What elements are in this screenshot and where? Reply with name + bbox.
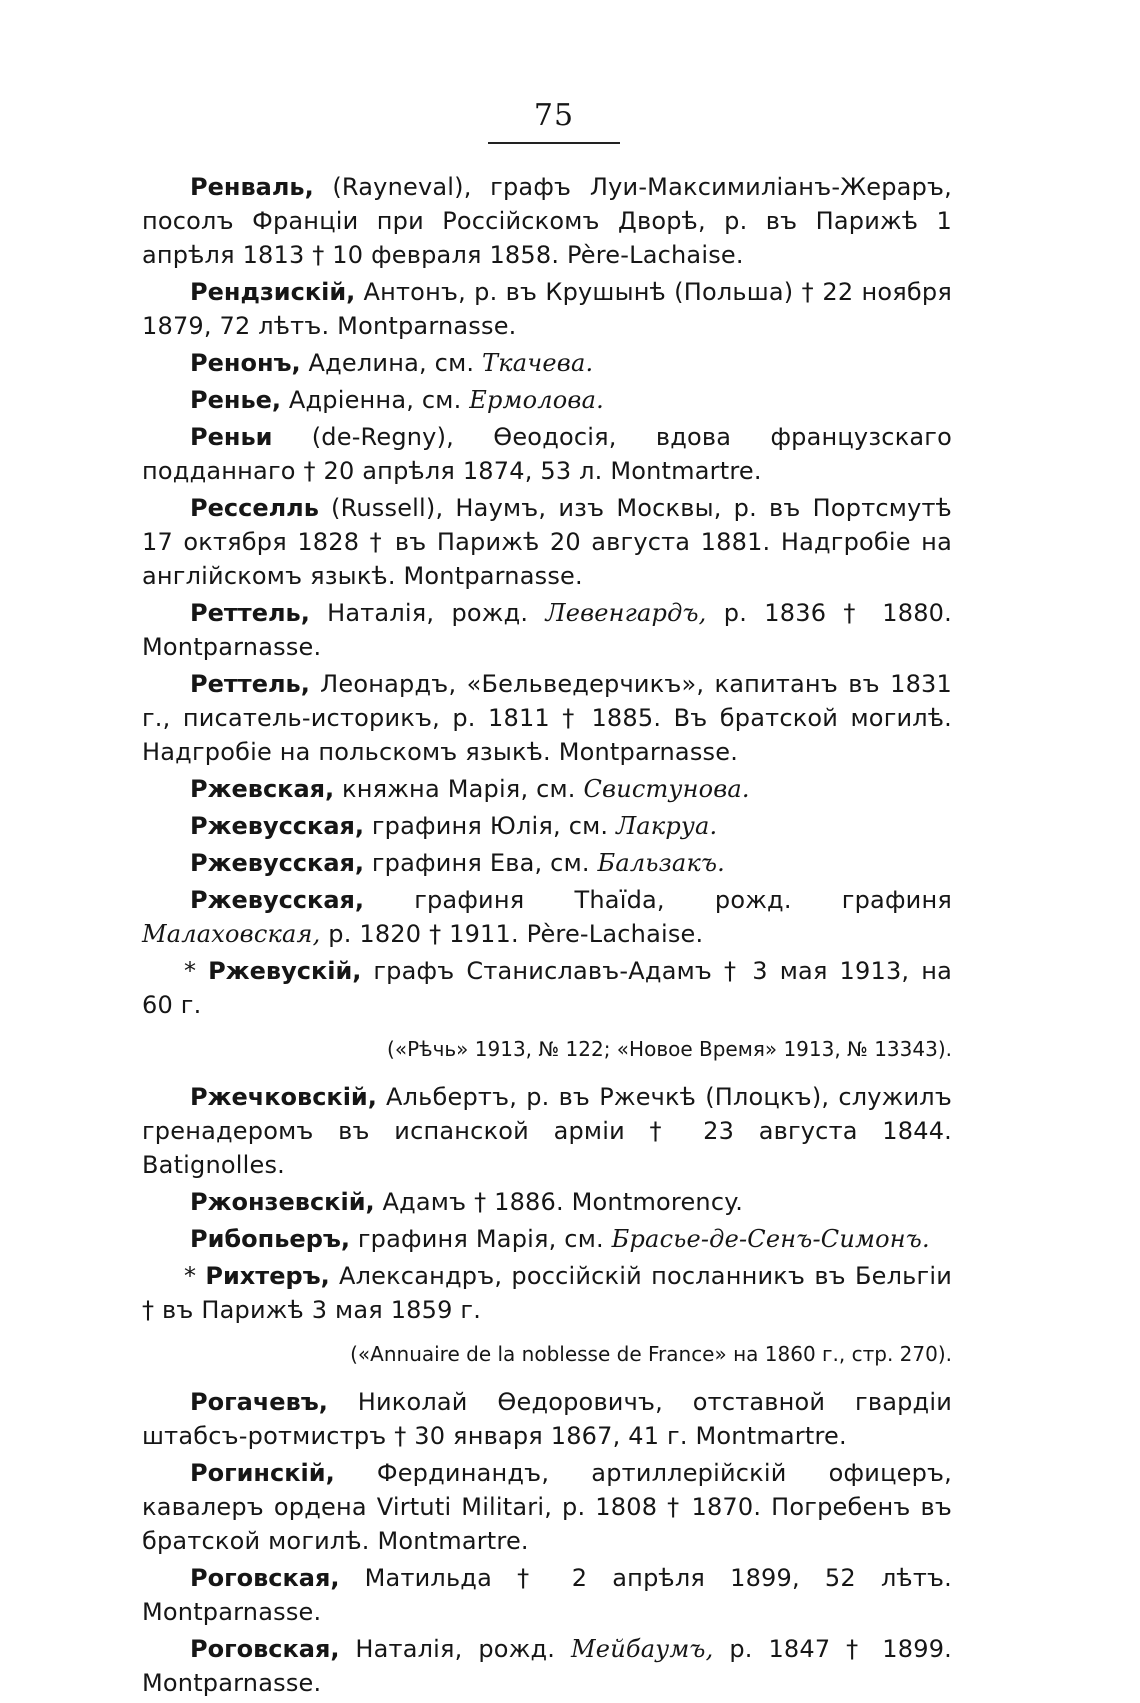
entry-headword: Рогачевъ, — [190, 1388, 328, 1416]
entry-headword: Реттель, — [190, 670, 310, 698]
entry-headword: Ржевская, — [190, 775, 335, 803]
entry-text: Наталія, рожд. — [309, 599, 546, 627]
entry-text: графиня Марія, см. — [350, 1225, 612, 1253]
entry — [142, 954, 952, 1022]
entry-headword: Рихтеръ, — [205, 1262, 330, 1290]
entry — [142, 1456, 952, 1558]
entry-text-tail: р. 1820 † 1911. Père-Lachaise. — [320, 920, 704, 948]
entry-crossref: Свистунова. — [583, 775, 750, 803]
entry-text-tail: р. 1836 † 1880. Montparnasse. — [142, 599, 952, 661]
entry-headword: Ржевусская, — [190, 849, 365, 877]
entry — [142, 383, 952, 417]
entry-text: Адамъ † 1886. Montmorency. — [374, 1188, 744, 1216]
entry-text: (Rayneval), графъ Луи-Максимиліанъ-Жераръ, посолъ Франціи при Россійскомъ Дворѣ, р. въ Парижѣ 1 апрѣля 1813 † 10 февраля 1858. Père-Lachaise. — [142, 173, 952, 269]
entry — [142, 1222, 952, 1256]
entry — [142, 1561, 952, 1629]
entry-headword: Ржевусская, — [190, 886, 365, 914]
entry-headword: Рогинскій, — [190, 1459, 335, 1487]
entry — [142, 809, 952, 843]
entry-headword: Рибопьеръ, — [190, 1225, 351, 1253]
entry-headword: Реньи — [190, 423, 273, 451]
entry-crossref: Брасье-де-Сенъ-Симонъ. — [611, 1225, 930, 1253]
entry-crossref: Ермолова. — [469, 386, 604, 414]
entry-text: Аделина, см. — [300, 349, 483, 377]
entry-text: Наталія, рожд. — [339, 1635, 572, 1663]
entry-headword: Ржевускій, — [208, 957, 362, 985]
entry-crossref: Ткачева. — [482, 349, 594, 377]
entry-headword: Ренье, — [190, 386, 282, 414]
entry-text: Адріенна, см. — [281, 386, 470, 414]
entry — [142, 491, 952, 593]
entry-text: Леонардъ, «Бельведерчикъ», капитанъ въ 1831 г., писатель-историкъ, р. 1811 † 1885. Въ братской могилѣ. Надгробіе на польскомъ языкѣ. Montparnasse. — [142, 670, 952, 766]
entry-headword: Ржечковскій, — [190, 1083, 377, 1111]
entry — [142, 275, 952, 343]
entry-text: графиня Юлія, см. — [364, 812, 617, 840]
entry-headword: Реттель, — [190, 599, 310, 627]
entry — [142, 1385, 952, 1453]
entry-star: * — [184, 957, 209, 985]
entry-crossref: Мейбаумъ, — [571, 1635, 714, 1663]
entry-crossref: Малаховская, — [142, 920, 321, 948]
entry-headword: Рендзискій, — [190, 278, 356, 306]
page-number-rule — [488, 142, 620, 144]
entry-text-tail: р. 1847 † 1899. Montparnasse. — [142, 1635, 952, 1697]
entry — [142, 772, 952, 806]
entry — [142, 596, 952, 664]
entry-text: графъ Станиславъ-Адамъ † 3 мая 1913, на 60 г. — [142, 957, 952, 1019]
entry-text: графиня Ева, см. — [364, 849, 598, 877]
entry-headword: Ржонзевскій, — [190, 1188, 375, 1216]
entry — [142, 1259, 952, 1327]
entry-text: (de-Regny), Өеодосія, вдова французскаго подданнаго † 20 апрѣля 1874, 53 л. Montmartre. — [142, 423, 952, 485]
entry — [142, 420, 952, 488]
entry-headword: Ресселль — [190, 494, 319, 522]
entry — [142, 170, 952, 272]
entry-text: княжна Марія, см. — [334, 775, 584, 803]
entry-crossref: Левенгардъ, — [545, 599, 707, 627]
entry-text: Николай Өедоровичъ, отставной гвардіи штабсъ-ротмистръ † 30 января 1867, 41 г. Montmartre. — [142, 1388, 952, 1450]
entry-source-citation: («Annuaire de la noblesse de France» на 1860 г., стр. 270). — [350, 1342, 952, 1366]
entry-text: Альбертъ, р. въ Ржечкѣ (Плоцкъ), служилъ гренадеромъ въ испанской арміи † 23 августа 1844. Batignolles. — [142, 1083, 952, 1179]
entry-text: графиня Thaïda, рожд. графиня — [364, 886, 952, 914]
entry — [142, 1185, 952, 1219]
entry-star: * — [184, 1262, 206, 1290]
entry-text: Антонъ, р. въ Крушынѣ (Польша) † 22 ноября 1879, 72 лѣтъ. Montparnasse. — [142, 278, 952, 340]
entry-crossref: Бальзакъ. — [597, 849, 725, 877]
entry-headword: Роговская, — [190, 1635, 340, 1663]
entry-headword: Ренонъ, — [190, 349, 301, 377]
entry-text: Матильда † 2 апрѣля 1899, 52 лѣтъ. Montparnasse. — [142, 1564, 952, 1626]
entry — [142, 1632, 952, 1700]
entries-list — [142, 170, 952, 1703]
entry — [142, 667, 952, 769]
entry — [142, 1080, 952, 1182]
entry-crossref: Лакруа. — [616, 812, 718, 840]
entry-source-citation: («Рѣчь» 1913, № 122; «Новое Время» 1913, № 13343). — [387, 1037, 952, 1061]
page-number: 75 — [533, 98, 575, 133]
entry — [142, 346, 952, 380]
entry-headword: Ржевусская, — [190, 812, 365, 840]
entry-text: (Russell), Наумъ, изъ Москвы, р. въ Портсмутѣ 17 октября 1828 † въ Парижѣ 20 августа 1881. Надгробіе на англійскомъ языкѣ. Montparnasse. — [142, 494, 952, 590]
entry-text: Александръ, россійскій посланникъ въ Бельгіи † въ Парижѣ 3 мая 1859 г. — [142, 1262, 952, 1324]
entry-text: Фердинандъ, артиллерійскій офицеръ, кавалеръ ордена Virtuti Militari, р. 1808 † 1870. Погребенъ въ братской могилѣ. Montmartre. — [142, 1459, 952, 1555]
entry — [142, 883, 952, 951]
entry-headword: Ренваль, — [190, 173, 314, 201]
entry — [142, 846, 952, 880]
entry-headword: Роговская, — [190, 1564, 340, 1592]
